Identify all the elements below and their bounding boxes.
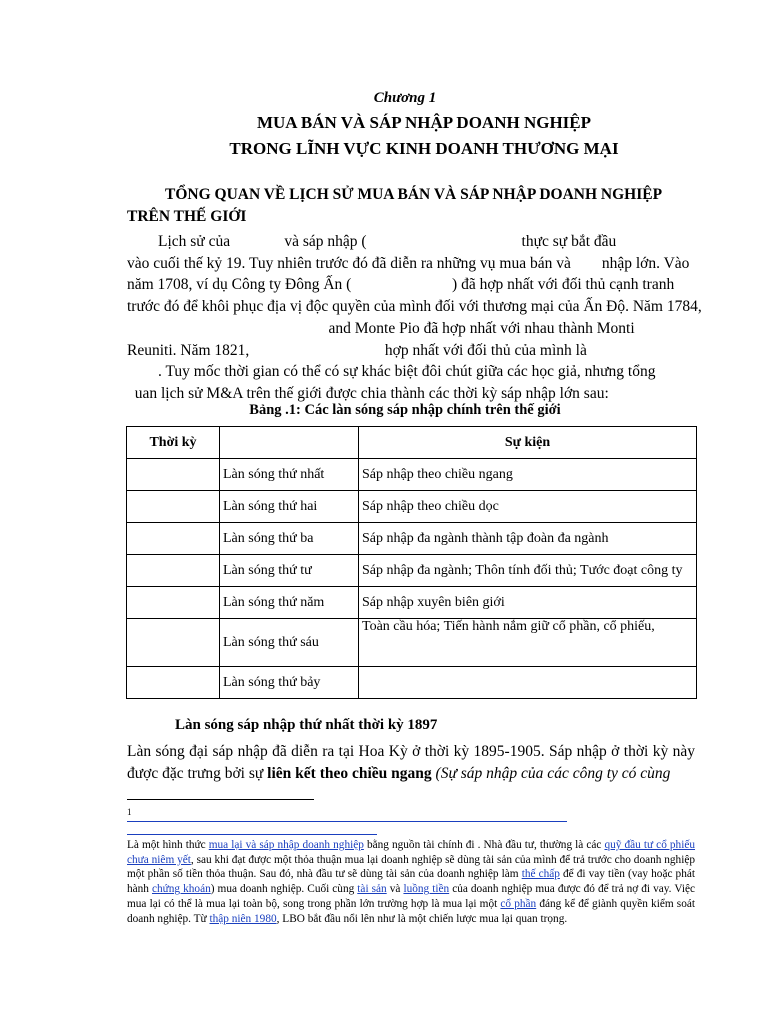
first-wave-heading: Làn sóng sáp nhập thứ nhất thời kỳ 1897 — [175, 717, 438, 733]
footnote-segment: để đi vay tiền (vay — [559, 868, 652, 881]
cell-period — [127, 555, 220, 587]
intro-line: . Tuy mốc thời gian có thể có sự khác biệt đôi chút giữa các học giả, nhưng tổng — [127, 363, 656, 381]
chapter-label: Chương 1 — [373, 90, 437, 106]
intro-line: năm 1708, ví dụ Công ty Đông Ấn ( ) đã hợp nhất với đối thủ cạnh tranh — [127, 276, 675, 294]
cell-event: Sáp nhập theo chiều dọc — [359, 491, 697, 523]
first-wave-paragraph — [127, 741, 695, 785]
table-row — [127, 459, 697, 491]
footnote-segment: , sau khi đạt được một thỏa thuận mua lại doanh nghiệp sẽ dùng tài sản của mình để trả trước cho doanh nghiệp một phần số tiền thỏa thuận. Sau đó, nhà đầu tư sẽ dùng tài sản của doanh nghiệp làm — [127, 853, 695, 881]
table-header-period: Thời kỳ — [127, 427, 220, 459]
cell-period — [127, 523, 220, 555]
intro-line: Reuniti. Năm 1821, hợp nhất với đối thủ của mình là — [127, 341, 587, 359]
footnote-segment: đáng kể để giành quyền kiểm soát doanh nghiệp. Từ — [127, 897, 695, 925]
footnote-link[interactable]: tài sản — [357, 883, 387, 896]
cell-wave: Làn sóng thứ nhất — [220, 459, 359, 491]
intro-line: and Monte Pio đã hợp nhất với nhau thành Monti — [127, 319, 635, 337]
cell-event: Toàn cầu hóa; Tiến hành nắm giữ cổ phần, cổ phiếu, — [359, 619, 697, 667]
footnote-link[interactable]: chứng khoán — [152, 883, 211, 896]
first-wave-bold: liên kết theo chiều ngang — [267, 765, 432, 782]
footnote-marker: 1 — [127, 807, 132, 817]
chapter-title-line2: TRONG LĨNH VỰC KINH DOANH THƯƠNG MẠI — [229, 139, 619, 158]
intro-line: Lịch sử của và sáp nhập ( thực sự bắt đầu — [127, 233, 617, 250]
footnote-segment: ) mua doanh nghiệp. Cuối cùng — [210, 883, 358, 896]
footnote-link[interactable]: luồng tiền — [403, 883, 450, 896]
cell-wave: Làn sóng thứ bảy — [220, 667, 359, 699]
footnote-segment: Là một hình thức — [127, 839, 209, 851]
intro-line: trước đó để khôi phục địa vị độc quyền của mình đối với thương mại của Ấn Độ. Năm 1784, — [127, 298, 702, 316]
section-heading: TỔNG QUAN VỀ LỊCH SỬ MUA BÁN VÀ SÁP NHẬP DOANH NGHIỆP TRÊN THẾ GIỚI — [127, 186, 662, 225]
intro-line: vào cuối thế kỷ 19. Tuy nhiên trước đó đã diễn ra những vụ mua bán và nhập lớn. Vào — [127, 254, 690, 272]
table-caption: Bảng .1: Các làn sóng sáp nhập chính trên thế giới — [249, 402, 561, 418]
merger-waves-table — [126, 426, 697, 699]
table-row — [127, 667, 697, 699]
footnote-text — [127, 838, 695, 926]
table-row — [127, 587, 697, 619]
footnote-segment: và — [386, 883, 404, 896]
table-row — [127, 619, 697, 667]
cell-event — [359, 667, 697, 699]
footnote-link-rule — [127, 834, 377, 835]
table-row — [127, 491, 697, 523]
footnote-link[interactable]: mua lại và sáp nhập doanh nghiệp — [208, 839, 364, 851]
cell-wave: Làn sóng thứ tư — [220, 555, 359, 587]
intro-paragraph — [127, 231, 702, 405]
cell-event: Sáp nhập theo chiều ngang — [359, 459, 697, 491]
cell-event: Sáp nhập xuyên biên giới — [359, 587, 697, 619]
table-row — [127, 523, 697, 555]
cell-event: Sáp nhập đa ngành; Thôn tính đối thủ; Tước đoạt công ty — [359, 555, 697, 587]
cell-event: Sáp nhập đa ngành thành tập đoàn đa ngành — [359, 523, 697, 555]
cell-period — [127, 667, 220, 699]
cell-wave: Làn sóng thứ ba — [220, 523, 359, 555]
footnote-link[interactable]: quỹ đầu tư cổ phiếu chưa niêm yết — [127, 839, 696, 866]
footnote-link-rule — [127, 821, 567, 822]
first-wave-italic: (Sự sáp nhập của các công ty có cùng — [431, 765, 671, 782]
footnote-separator — [127, 799, 314, 800]
cell-period — [127, 491, 220, 523]
intro-line: uan lịch sử M&A trên thế giới được chia thành các thời kỳ sáp nhập lớn sau: — [127, 384, 609, 402]
footnote-link[interactable]: thế chấp — [521, 868, 560, 881]
cell-wave: Làn sóng thứ sáu — [220, 619, 359, 667]
footnote-segment: . Nhà đầu tư, thường là các — [477, 839, 605, 851]
footnote-link[interactable]: cổ phần — [500, 897, 537, 910]
cell-wave: Làn sóng thứ hai — [220, 491, 359, 523]
first-wave-text: Làn sóng đại sáp nhập đã diễn ra tại Hoa Kỳ ở thời kỳ 1895-1905. Sáp nhập ở thời kỳ này được đặc trưng bởi sự — [127, 743, 695, 782]
footnote-segment: của doanh nghiệp mua được đó để trả nợ đi vay. Việc mua lại có thể là mua lại toàn bộ, song trong phần lớn trường hợp là mua lại một — [127, 883, 695, 910]
cell-period — [127, 619, 220, 667]
table-header-event: Sự kiện — [359, 427, 697, 459]
footnote-segment: bằng nguồn tài chính đi — [363, 839, 478, 851]
table-header-wave — [220, 427, 359, 459]
cell-period — [127, 587, 220, 619]
footnote-segment: hoặc phát hành — [127, 868, 696, 896]
footnote-link[interactable]: thập niên 1980 — [209, 912, 277, 925]
footnote-segment: , LBO bắt đầu nổi lên như là một chiến lược mua lại quan trọng. — [276, 912, 568, 925]
cell-period — [127, 459, 220, 491]
cell-wave: Làn sóng thứ năm — [220, 587, 359, 619]
chapter-title-line1: MUA BÁN VÀ SÁP NHẬP DOANH NGHIỆP — [256, 113, 592, 132]
table-row — [127, 555, 697, 587]
